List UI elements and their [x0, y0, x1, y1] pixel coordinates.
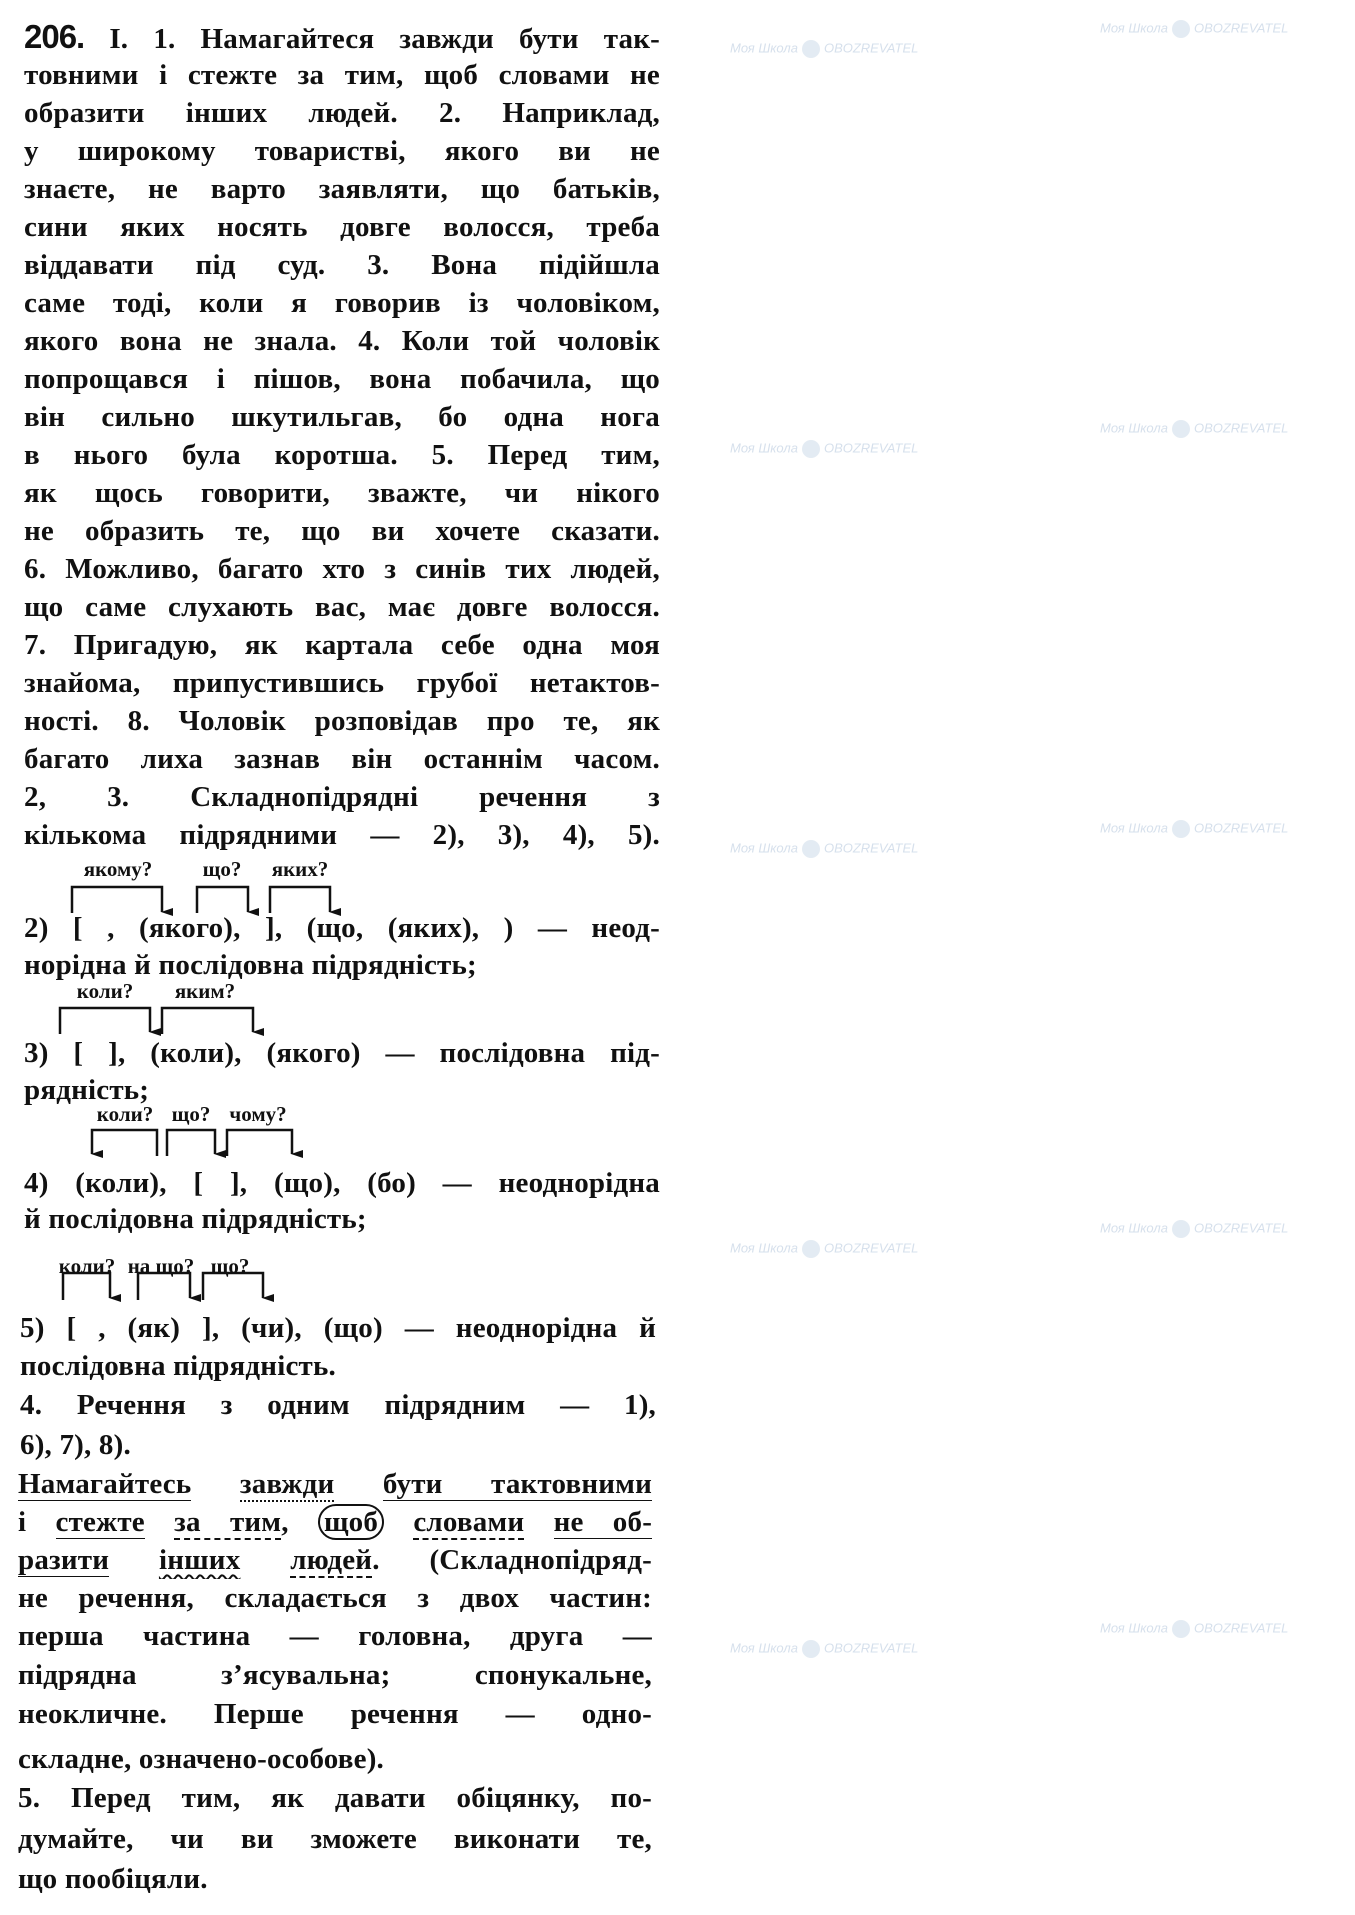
watermark: Моя Школа OBOZREVATEL [1100, 1620, 1288, 1638]
text-line: 5. Перед тим, як давати обіцянку, по- [18, 1782, 652, 1814]
bracket-arrow [167, 1130, 215, 1156]
question-label: коли? [76, 979, 134, 1003]
watermark: Моя Школа OBOZREVATEL [730, 840, 918, 858]
comma: , [281, 1506, 289, 1538]
text-line: думайте, чи ви зможете виконати те, [18, 1823, 652, 1855]
predicate: стежте [56, 1506, 145, 1541]
question-label: коли? [96, 1102, 154, 1126]
bracket-arrow [60, 1008, 150, 1034]
text-line: що пообіцяли. [18, 1863, 208, 1895]
bracket-arrow [227, 1130, 292, 1156]
text-line: попрощався і пішов, вона побачила, що [24, 363, 660, 395]
text-line: як щось говорити, зважте, чи нікого [24, 477, 660, 509]
text-line: 6. Можливо, багато хто з синів тих людей, [24, 553, 660, 585]
watermark: Моя Школа OBOZREVATEL [1100, 1220, 1288, 1238]
text-line: 6), 7), 8). [20, 1429, 131, 1461]
watermark: Моя Школа OBOZREVATEL [1100, 420, 1288, 438]
question-label: яких? [271, 857, 329, 881]
scheme-line: й послідовна підрядність; [24, 1203, 367, 1235]
watermark: Моя Школа OBOZREVATEL [730, 440, 918, 458]
text-line: знайома, припустившись грубої нетактов- [24, 667, 660, 699]
object: людей [290, 1544, 373, 1576]
text-span: І. 1. Намагайтеся завжди бути так- [109, 23, 660, 55]
bracket-arrow [92, 1130, 157, 1156]
predicate: не об- [554, 1506, 652, 1541]
adverbial: завжди [239, 1468, 335, 1500]
scheme-line: 3) [ ], (коли), (якого) — послідовна під- [24, 1037, 660, 1069]
scheme-line: послідовна підрядність. [20, 1350, 336, 1382]
text-line: кількома підрядними — 2), 3), 4), 5). [24, 819, 660, 851]
adverbial: словами [413, 1506, 525, 1538]
conjunction: і [18, 1506, 27, 1538]
attribute: інших [158, 1544, 241, 1576]
bracket-arrow [162, 1008, 253, 1034]
watermark: Моя Школа OBOZREVATEL [730, 1640, 918, 1658]
text-line: що саме слухають вас, має довге волосся. [24, 591, 660, 623]
predicate: Намагайтесь [18, 1468, 191, 1503]
text-line: 4. Речення з одним підрядним — 1), [20, 1389, 656, 1421]
watermark: Моя Школа OBOZREVATEL [730, 1240, 918, 1258]
question-label: чому? [229, 1102, 287, 1126]
text-line: багато лиха зазнав він останнім часом. [24, 743, 660, 775]
scheme-line: рядність; [24, 1074, 150, 1106]
text-line: ності. 8. Чоловік розповідав про те, як [24, 705, 660, 737]
text-line: знаєте, не варто заявляти, що батьків, [24, 173, 660, 205]
text-line: віддавати під суд. 3. Вона підійшла [24, 249, 660, 281]
parsed-line [18, 1503, 652, 1541]
text-line: якого вона не знала. 4. Коли той чоловік [24, 325, 660, 357]
text-line: сини яких носять довге волосся, треба [24, 211, 660, 243]
text-line: перша частина — головна, друга — [18, 1620, 652, 1652]
text-line: складне, означено-особове). [18, 1743, 385, 1775]
text-line [24, 18, 660, 56]
question-label: що? [171, 1102, 211, 1126]
object-group [290, 1544, 652, 1578]
scheme-line: норідна й послідовна підрядність; [24, 949, 477, 981]
text-line: товними і стежте за тим, щоб словами не [24, 59, 660, 91]
text-line: у широкому товаристві, якого ви не [24, 135, 660, 167]
text-line: 2, 3. Складнопідрядні речення з [24, 781, 660, 813]
text-line: він сильно шкутильгав, бо одна нога [24, 401, 660, 433]
watermark: Моя Школа OBOZREVATEL [1100, 20, 1288, 38]
predicate: бути тактовними [383, 1468, 652, 1503]
text-line: в нього була коротша. 5. Перед тим, [24, 439, 660, 471]
text-line: не речення, складається з двох частин: [18, 1582, 652, 1614]
question-label: що? [202, 857, 242, 881]
parsed-line [18, 1541, 652, 1579]
watermark: Моя Школа OBOZREVATEL [730, 40, 918, 58]
conjunction-circled: щоб [318, 1504, 384, 1540]
question-label: якому? [83, 857, 153, 881]
question-label: на що? [127, 1254, 195, 1278]
question-label: яким? [174, 979, 236, 1003]
text-line: не образить те, що ви хочете сказати. [24, 515, 660, 547]
parsed-line [18, 1465, 652, 1503]
text-line: неокличне. Перше речення — одно- [18, 1698, 652, 1730]
watermark: Моя Школа OBOZREVATEL [1100, 820, 1288, 838]
scheme-line: 2) [ , (якого), ], (що, (яких), ) — неод- [24, 912, 660, 944]
object-group [174, 1506, 289, 1540]
question-label: коли? [58, 1254, 116, 1278]
scheme-line: 5) [ , (як) ], (чи), (що) — неоднорідна й [20, 1312, 656, 1344]
text-span: . (Складнопідряд- [372, 1544, 652, 1576]
text-line: 7. Пригадую, як картала себе одна моя [24, 629, 660, 661]
scheme-line: 4) (коли), [ ], (що), (бо) — неоднорідна [24, 1167, 660, 1199]
question-label: що? [210, 1254, 250, 1278]
text-line: саме тоді, коли я говорив із чоловіком, [24, 287, 660, 319]
text-line: образити інших людей. 2. Наприклад, [24, 97, 660, 129]
predicate: разити [18, 1544, 109, 1579]
exercise-number: 206. [24, 18, 85, 55]
object: за тим [174, 1506, 282, 1538]
text-line: підрядна з’ясувальна; спонукальне, [18, 1659, 652, 1691]
